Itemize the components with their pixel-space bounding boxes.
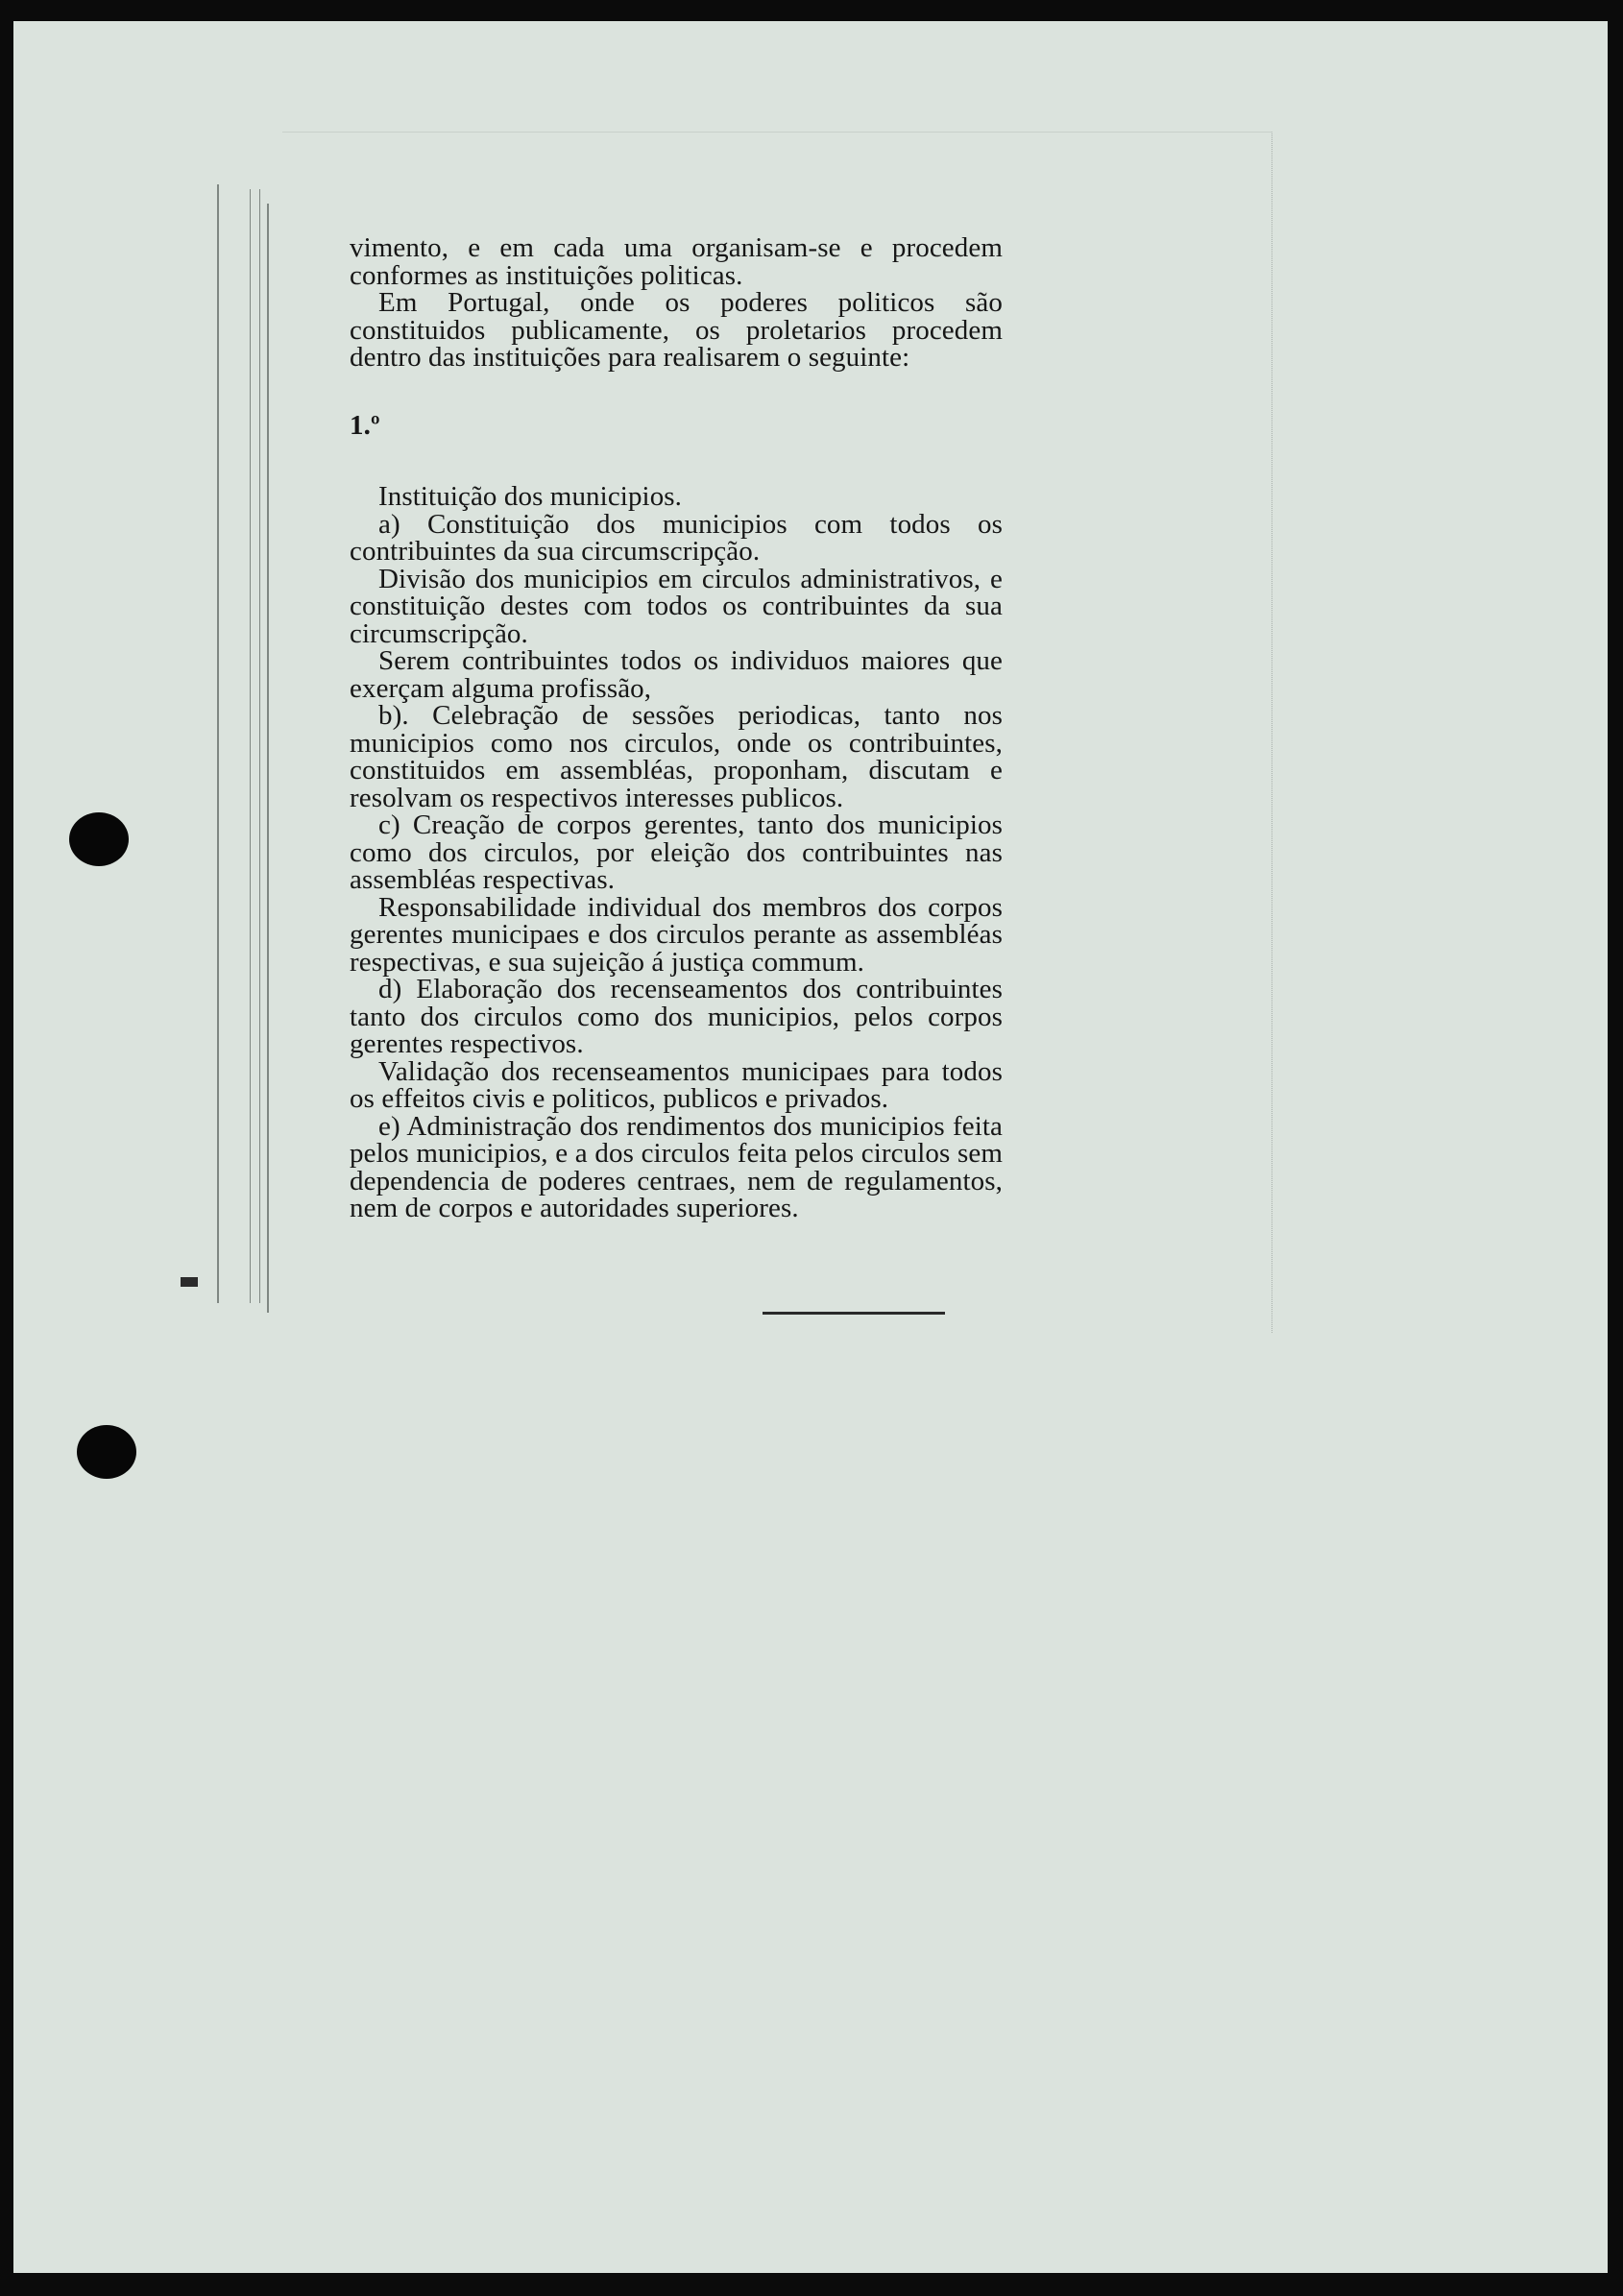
clipping-edge-line [217,184,219,1303]
paragraph: Responsabilidade individual dos membros dos corpos gerentes municipaes e dos circulos perante as assembléas respectivas, e sua sujeição á justiça commum. [350,891,1003,978]
clipping-edge-line [267,204,269,1313]
paragraph: e) Administração dos rendimentos dos municipios feita pelos municipios, e a dos circulos feita pelos circulos sem dependencia de poderes centraes, nem de regulamentos, nem de corpos e autoridades superiores. [350,1110,1003,1223]
punch-hole [69,812,129,866]
document-text [350,234,1003,1222]
paragraph: Serem contribuintes todos os individuos maiores que exerçam alguma profissão, [350,645,1003,704]
section-heading: 1.º [350,409,380,441]
paragraph: a) Constituição dos municipios com todos os contribuintes da sua circumscripção. [350,508,1003,567]
clipping-edge-line [250,189,251,1303]
paragraph: d) Elaboração dos recenseamentos dos contribuintes tanto dos circulos como dos municipios, pelos corpos gerentes respectivos. [350,974,1003,1059]
paper-sheet [13,21,1608,2273]
clipping-edge-line [259,189,260,1303]
paragraph: c) Creação de corpos gerentes, tanto dos municipios como dos circulos, por eleição dos contribuintes nas assembléas respectivas. [350,810,1003,895]
punch-hole [77,1425,136,1479]
closing-rule [763,1312,945,1315]
paragraph: Validação dos recenseamentos municipaes para todos os effeitos civis e politicos, publicos e privados. [350,1055,1003,1114]
paragraph: Instituição dos municipios. [378,481,683,512]
paragraph: b). Celebração de sessões periodicas, tanto nos municipios como nos circulos, onde os contribuintes, constituidos em assembléas, proponham, discutam e resolvam os respectivos interesses publicos. [350,700,1003,813]
paragraph: vimento, e em cada uma organisam-se e procedem conformes as instituições politicas. [350,232,1003,291]
clipping-edge-mark [181,1277,198,1287]
paragraph: Em Portugal, onde os poderes politicos são constituidos publicamente, os proletarios procedem dentro das instituições para realisarem o seguinte: [350,287,1003,373]
paragraph: Divisão dos municipios em circulos administrativos, e constituição destes com todos os contribuintes da sua circumscripção. [350,563,1003,649]
